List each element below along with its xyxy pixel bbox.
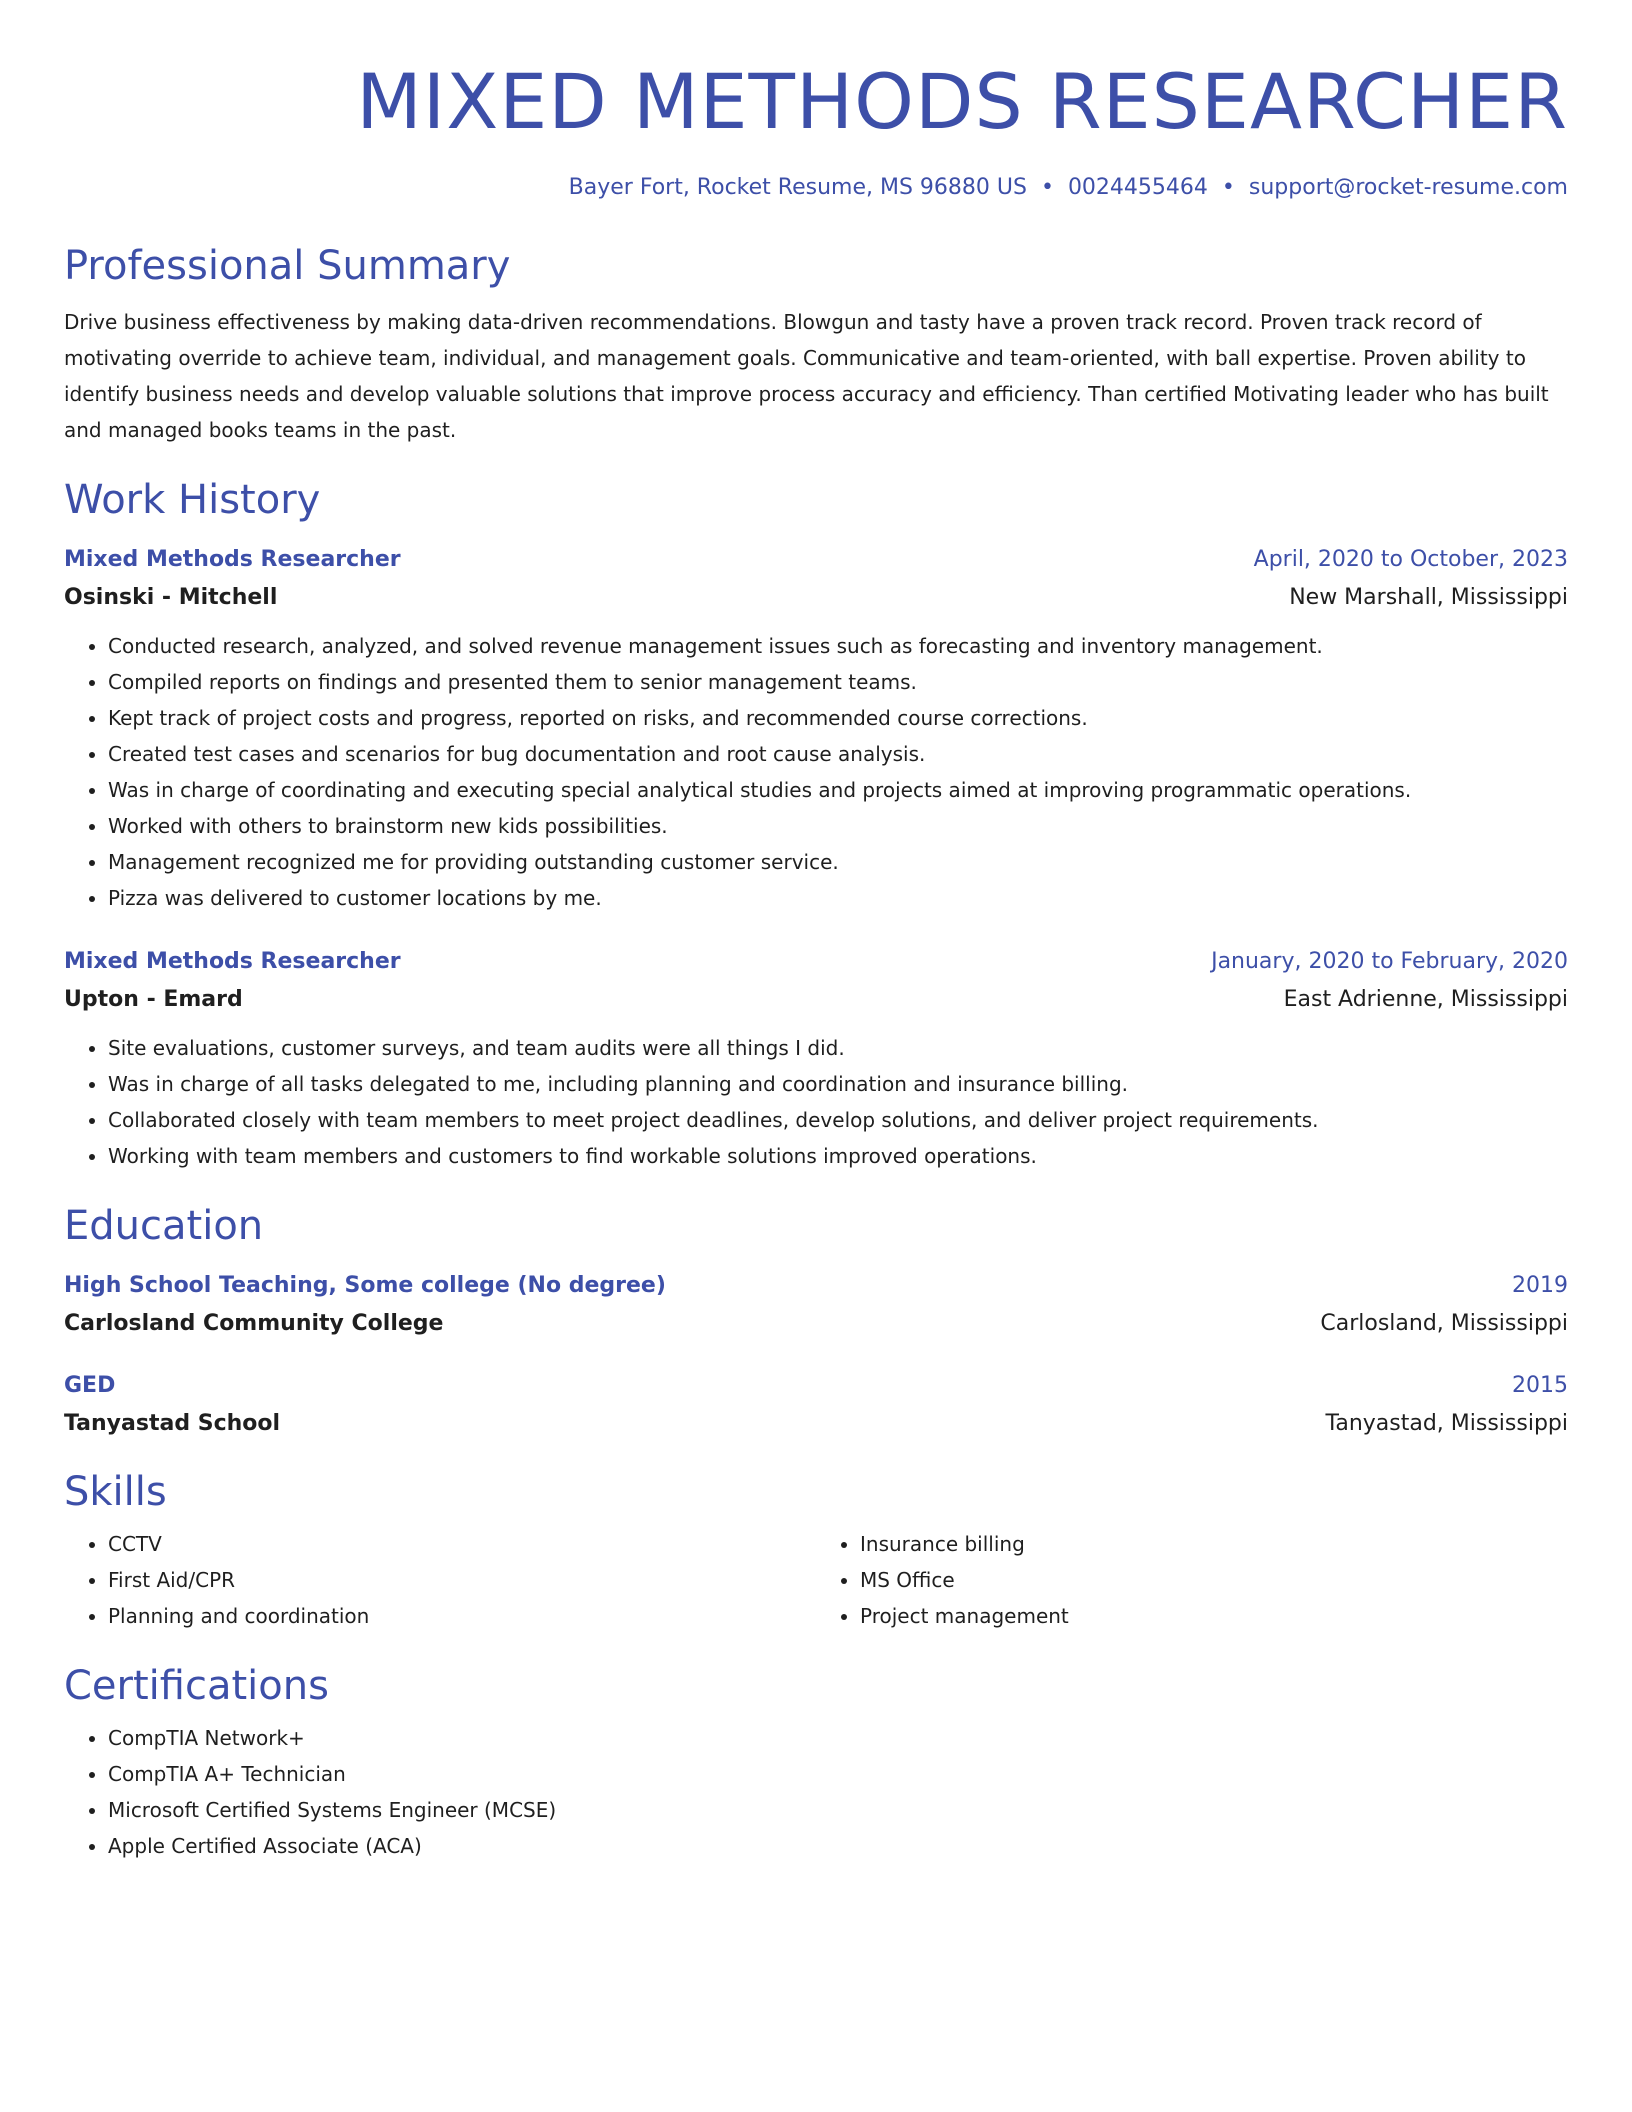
certification-item: • Microsoft Certified Systems Engineer (MCSE): [108, 1792, 1568, 1828]
job-bullets: [64, 628, 1568, 916]
job-bullet: • Collaborated closely with team members to meet project deadlines, develop solutions, and deliver project requirements.: [108, 1102, 1568, 1138]
certification-item: • CompTIA A+ Technician: [108, 1756, 1568, 1792]
job-bullets: [64, 1030, 1568, 1174]
contact-address: Bayer Fort, Rocket Resume, MS 96880 US: [568, 175, 1027, 200]
job-bullet: • Was in charge of coordinating and executing special analytical studies and projects aimed at improving programmatic operations.: [108, 772, 1568, 808]
skills-heading: Skills: [64, 1469, 167, 1515]
education-year: 2019: [1512, 1273, 1568, 1298]
job-role: Mixed Methods Researcher: [64, 949, 401, 974]
summary-text: Drive business effectiveness by making data-driven recommendations. Blowgun and tasty have a proven track record. Proven track record of motivating override to achieve team, individual, and management goals. Communicative and team-oriented, with ball expertise. Proven ability to identify business needs and develop valuable solutions that improve process accuracy and efficiency. Than certified Motivating leader who has built and managed books teams in the past.: [64, 310, 1549, 442]
job-bullet: • Was in charge of all tasks delegated to me, including planning and coordination and insurance billing.: [108, 1066, 1568, 1102]
job-bullet: • Conducted research, analyzed, and solved revenue management issues such as forecasting and inventory management.: [108, 628, 1568, 664]
job-bullet: • Working with team members and customers to find workable solutions improved operations.: [108, 1138, 1568, 1174]
education-degree: GED: [64, 1373, 116, 1398]
contact-line: [64, 172, 1568, 204]
certification-item: • CompTIA Network+: [108, 1720, 1568, 1756]
job-bullet: • Kept track of project costs and progress, reported on risks, and recommended course corrections.: [108, 700, 1568, 736]
summary-heading: Professional Summary: [64, 243, 511, 289]
job-dates: April, 2020 to October, 2023: [1253, 547, 1568, 572]
job-bullet: • Created test cases and scenarios for bug documentation and root cause analysis.: [108, 736, 1568, 772]
education-year: 2015: [1512, 1373, 1568, 1398]
skill-item: • MS Office: [860, 1562, 1568, 1598]
job-entry: [64, 544, 1568, 916]
contact-separator: •: [1221, 175, 1235, 200]
skills-list-right: [816, 1526, 1568, 1634]
education-school: Carlosland Community College: [64, 1311, 444, 1336]
job-location: East Adrienne, Mississippi: [1283, 987, 1568, 1012]
skill-item: • Project management: [860, 1598, 1568, 1634]
certifications-list: [64, 1720, 1568, 1864]
skill-item: • Planning and coordination: [108, 1598, 816, 1634]
contact-email: support@rocket-resume.com: [1248, 175, 1568, 200]
certification-item: • Apple Certified Associate (ACA): [108, 1828, 1568, 1864]
resume-name: MIXED METHODS RESEARCHER: [356, 57, 1568, 146]
skills-list-left: [64, 1526, 816, 1634]
skill-item: • CCTV: [108, 1526, 816, 1562]
job-dates: January, 2020 to February, 2020: [1211, 949, 1568, 974]
job-location: New Marshall, Mississippi: [1289, 585, 1568, 610]
job-bullet: • Worked with others to brainstorm new kids possibilities.: [108, 808, 1568, 844]
education-degree: High School Teaching, Some college (No degree): [64, 1273, 666, 1298]
education-entry: [64, 1270, 1568, 1340]
education-heading: Education: [64, 1203, 264, 1249]
job-company: Osinski - Mitchell: [64, 585, 278, 610]
skill-item: • Insurance billing: [860, 1526, 1568, 1562]
work-history-heading: Work History: [64, 477, 321, 523]
education-location: Carlosland, Mississippi: [1320, 1311, 1568, 1336]
contact-phone: 0024455464: [1067, 175, 1208, 200]
job-entry: [64, 946, 1568, 1174]
education-entry: [64, 1370, 1568, 1440]
certifications-heading: Certifications: [64, 1663, 329, 1709]
job-bullet: • Compiled reports on findings and presented them to senior management teams.: [108, 664, 1568, 700]
job-company: Upton - Emard: [64, 987, 243, 1012]
education-school: Tanyastad School: [64, 1411, 281, 1436]
skills-grid: [64, 1526, 1568, 1634]
skill-item: • First Aid/CPR: [108, 1562, 816, 1598]
contact-separator: •: [1040, 175, 1054, 200]
education-location: Tanyastad, Mississippi: [1325, 1411, 1568, 1436]
job-bullet: • Site evaluations, customer surveys, and team audits were all things I did.: [108, 1030, 1568, 1066]
job-bullet: • Pizza was delivered to customer locations by me.: [108, 880, 1568, 916]
job-role: Mixed Methods Researcher: [64, 547, 401, 572]
job-bullet: • Management recognized me for providing outstanding customer service.: [108, 844, 1568, 880]
